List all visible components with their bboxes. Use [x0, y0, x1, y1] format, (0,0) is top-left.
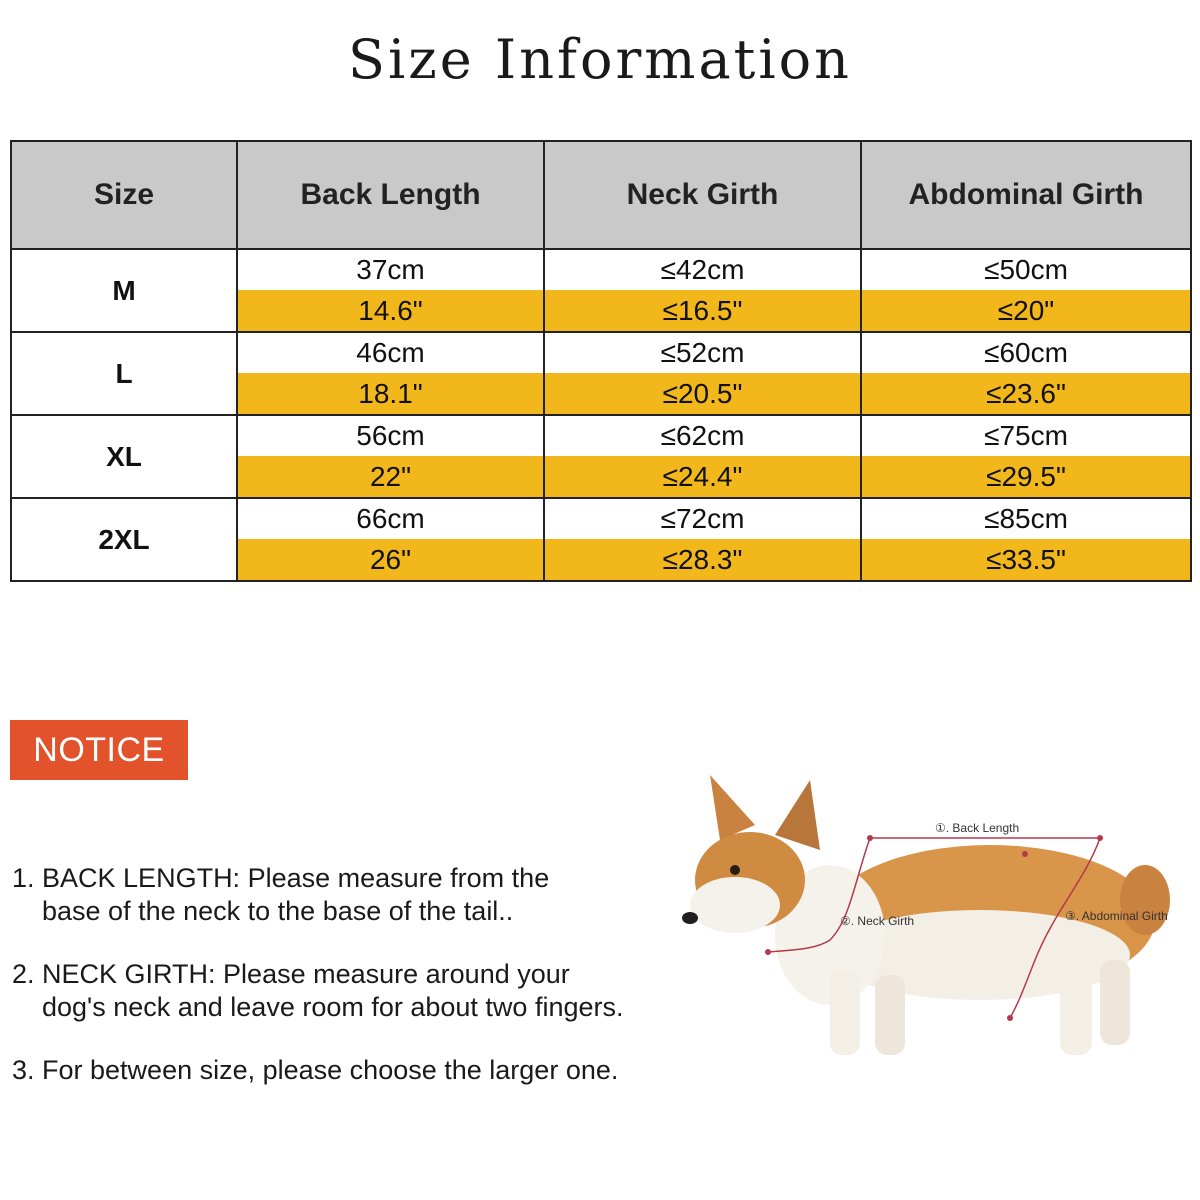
header-neck-girth: Neck Girth	[544, 141, 861, 249]
back-length-in: 26"	[237, 539, 544, 581]
back-length-label: ①. Back Length	[935, 821, 1020, 835]
note-line: dog's neck and leave room for about two fingers.	[42, 992, 624, 1022]
neck-girth-cm: ≤52cm	[544, 332, 861, 373]
notice-badge: NOTICE	[10, 720, 188, 780]
note-line: base of the neck to the base of the tail..	[42, 896, 514, 926]
abdominal-girth-cm: ≤60cm	[861, 332, 1191, 373]
abdominal-girth-label: ③. Abdominal Girth	[1065, 909, 1168, 923]
neck-girth-label: ②. Neck Girth	[840, 914, 915, 928]
abdominal-girth-cm: ≤75cm	[861, 415, 1191, 456]
note-line: 2. NECK GIRTH: Please measure around your	[12, 959, 570, 989]
header-abdominal-girth: Abdominal Girth	[861, 141, 1191, 249]
abdominal-girth-in: ≤29.5"	[861, 456, 1191, 498]
neck-girth-in: ≤24.4"	[544, 456, 861, 498]
abdominal-girth-in: ≤33.5"	[861, 539, 1191, 581]
neck-girth-cm: ≤62cm	[544, 415, 861, 456]
size-label: 2XL	[11, 498, 237, 581]
abdominal-girth-cm: ≤85cm	[861, 498, 1191, 539]
neck-girth-in: ≤20.5"	[544, 373, 861, 415]
page-title: Size Information	[348, 28, 852, 91]
dog-measurement-diagram	[680, 770, 1195, 1080]
size-label: L	[11, 332, 237, 415]
table-row	[11, 249, 1191, 290]
header-back-length: Back Length	[237, 141, 544, 249]
neck-girth-cm: ≤72cm	[544, 498, 861, 539]
note-line: 3. For between size, please choose the larger one.	[12, 1055, 619, 1085]
back-length-cm: 37cm	[237, 249, 544, 290]
note-between-size	[12, 1054, 618, 1087]
back-length-in: 14.6"	[237, 290, 544, 332]
back-length-in: 22"	[237, 456, 544, 498]
note-back-length	[12, 862, 549, 928]
neck-girth-cm: ≤42cm	[544, 249, 861, 290]
back-length-cm: 46cm	[237, 332, 544, 373]
header-size: Size	[11, 141, 237, 249]
note-neck-girth	[12, 958, 624, 1024]
neck-girth-in: ≤28.3"	[544, 539, 861, 581]
back-length-cm: 56cm	[237, 415, 544, 456]
table-row	[11, 332, 1191, 373]
back-length-cm: 66cm	[237, 498, 544, 539]
neck-girth-in: ≤16.5"	[544, 290, 861, 332]
back-length-in: 18.1"	[237, 373, 544, 415]
size-label: M	[11, 249, 237, 332]
abdominal-girth-in: ≤20"	[861, 290, 1191, 332]
table-row	[11, 415, 1191, 456]
abdominal-girth-in: ≤23.6"	[861, 373, 1191, 415]
table-row	[11, 498, 1191, 539]
size-label: XL	[11, 415, 237, 498]
note-line: 1. BACK LENGTH: Please measure from the	[12, 863, 550, 893]
size-table	[10, 140, 1192, 582]
table-header-row	[11, 141, 1191, 249]
abdominal-girth-cm: ≤50cm	[861, 249, 1191, 290]
